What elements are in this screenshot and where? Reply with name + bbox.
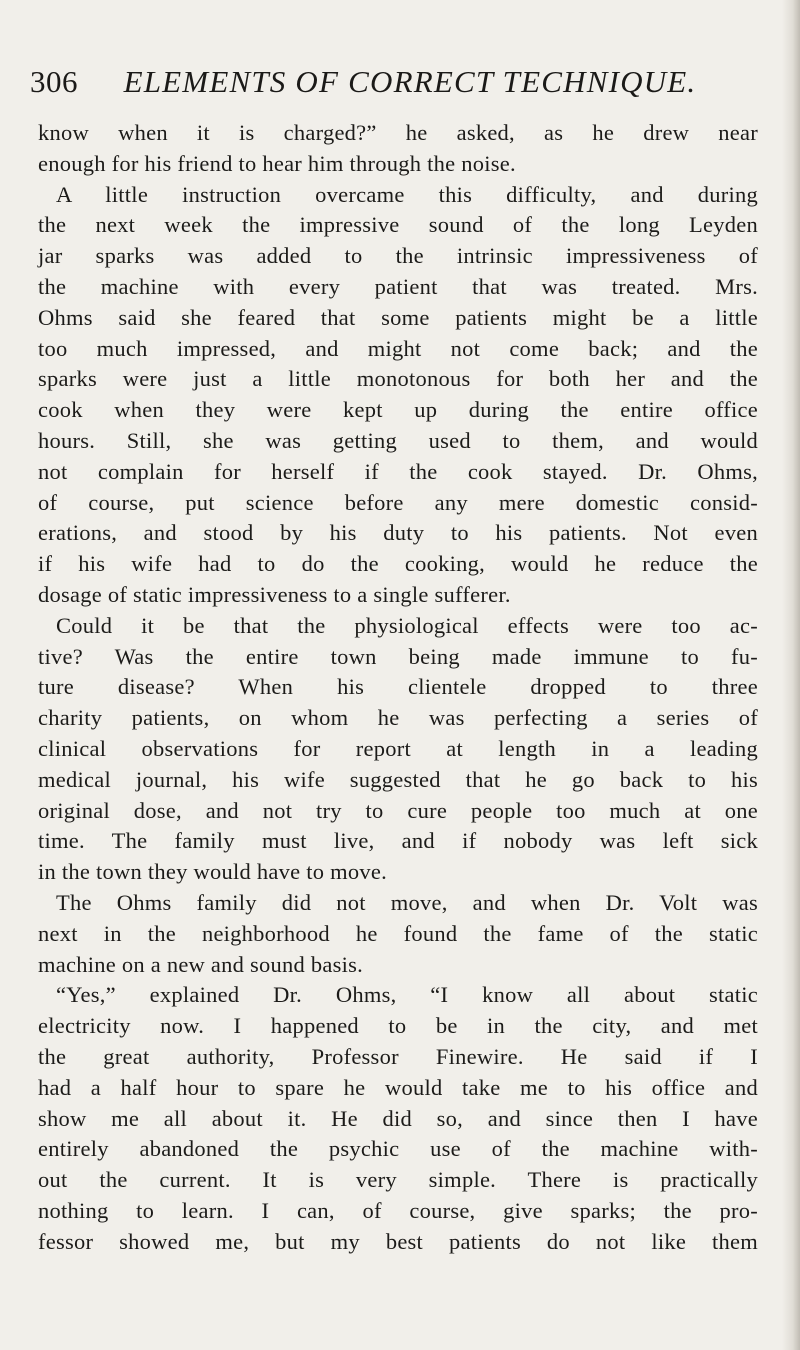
body-text <box>38 118 758 1257</box>
text-line: A little instruction overcame this difficulty, and during <box>56 181 758 207</box>
page-edge-shadow <box>782 0 800 1350</box>
text-line: electricity now. I happened to be in the city, and met <box>38 1013 758 1039</box>
text-line: The Ohms family did not move, and when Dr. Volt was <box>56 889 758 915</box>
text-line: next in the neighborhood he found the fame of the static <box>38 920 758 946</box>
text-line: cook when they were kept up during the entire office <box>38 397 758 423</box>
text-line: original dose, and not try to cure people too much at one <box>38 797 758 823</box>
text-line: know when it is charged?” he asked, as he drew near <box>38 120 758 145</box>
text-line: erations, and stood by his duty to his patients. Not even <box>38 520 758 546</box>
text-line: time. The family must live, and if nobody was left sick <box>38 828 758 854</box>
text-line: hours. Still, she was getting used to them, and would <box>38 427 758 453</box>
text-line: the great authority, Professor Finewire. He said if I <box>38 1043 758 1069</box>
text-line: the machine with every patient that was treated. Mrs. <box>38 273 758 299</box>
text-line: show me all about it. He did so, and since then I have <box>38 1105 758 1131</box>
text-line: not complain for herself if the cook stayed. Dr. Ohms, <box>38 458 758 484</box>
text-line: in the town they would have to move. <box>38 859 387 885</box>
text-line: the next week the impressive sound of the long Leyden <box>38 212 758 238</box>
text-line: “Yes,” explained Dr. Ohms, “I know all about static <box>56 982 758 1008</box>
text-line: ture disease? When his clientele dropped to three <box>38 674 758 700</box>
text-line: tive? Was the entire town being made immune to fu- <box>38 643 758 669</box>
text-line: fessor showed me, but my best patients do not like them <box>38 1228 758 1254</box>
running-head: ELEMENTS OF CORRECT TECHNIQUE. <box>123 64 697 99</box>
page-number: 306 <box>30 64 78 99</box>
text-line: out the current. It is very simple. There is practically <box>38 1167 758 1193</box>
text-line: Could it be that the physiological effects were too ac- <box>56 612 758 638</box>
text-line: machine on a new and sound basis. <box>38 951 364 977</box>
text-line: entirely abandoned the psychic use of the machine with- <box>38 1136 758 1162</box>
text-line: charity patients, on whom he was perfecting a series of <box>38 705 758 731</box>
text-line: enough for his friend to hear him through the noise. <box>38 150 516 176</box>
text-line: medical journal, his wife suggested that he go back to his <box>38 766 758 792</box>
text-line: nothing to learn. I can, of course, give sparks; the pro- <box>38 1197 758 1223</box>
text-line: jar sparks was added to the intrinsic impressiveness of <box>38 243 758 269</box>
text-line: dosage of static impressiveness to a single sufferer. <box>38 581 511 607</box>
text-line: Ohms said she feared that some patients might be a little <box>38 304 758 330</box>
page-header <box>0 62 800 106</box>
text-line: if his wife had to do the cooking, would he reduce the <box>38 551 758 577</box>
text-line: sparks were just a little monotonous for both her and the <box>38 366 758 392</box>
text-line: of course, put science before any mere domestic consid- <box>38 489 758 515</box>
text-line: had a half hour to spare he would take me to his office and <box>38 1074 758 1100</box>
text-line: too much impressed, and might not come back; and the <box>38 335 758 361</box>
text-line: clinical observations for report at length in a leading <box>38 735 758 761</box>
